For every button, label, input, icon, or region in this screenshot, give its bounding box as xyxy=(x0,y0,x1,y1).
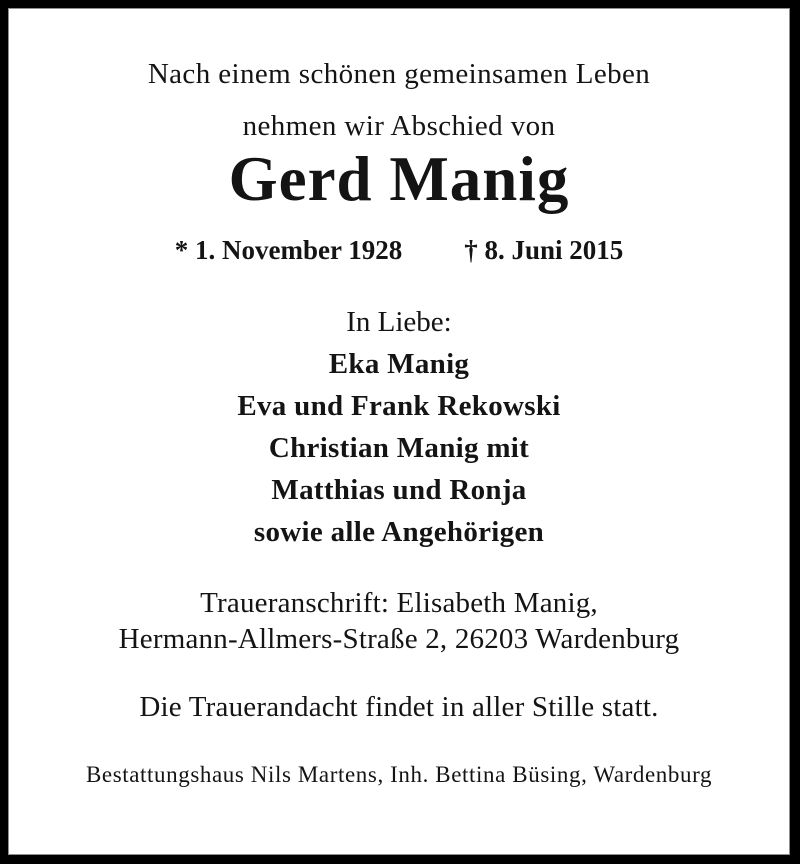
death-date: † 8. Juni 2015 xyxy=(464,235,624,265)
mourners-heading: In Liebe: xyxy=(346,306,452,338)
condolence-address-block xyxy=(9,585,789,657)
life-dates-row xyxy=(9,233,789,267)
condolence-address-line-2: Hermann-Allmers-Straße 2, 26203 Wardenburg xyxy=(118,623,680,655)
mourner-line: Eka Manig xyxy=(328,348,470,380)
mourners-list xyxy=(9,343,789,553)
mourner-line: Matthias und Ronja xyxy=(271,474,527,506)
intro-line-2: nehmen wir Abschied von xyxy=(242,110,556,142)
condolence-address-line-1: Traueranschrift: Elisabeth Manig, xyxy=(200,587,598,619)
deceased-name: Gerd Manig xyxy=(228,144,570,214)
mourner-line: Eva und Frank Rekowski xyxy=(237,390,561,422)
service-note: Die Trauerandacht findet in aller Stille statt. xyxy=(139,691,659,723)
birth-date: * 1. November 1928 xyxy=(174,235,403,265)
obituary-page xyxy=(8,8,790,855)
mourner-line: Christian Manig mit xyxy=(268,432,530,464)
intro-line-1: Nach einem schönen gemeinsamen Leben xyxy=(147,58,651,90)
mourner-line: sowie alle Angehörigen xyxy=(253,516,545,548)
funeral-home-line: Bestattungshaus Nils Martens, Inh. Bettina Büsing, Wardenburg xyxy=(85,762,713,787)
